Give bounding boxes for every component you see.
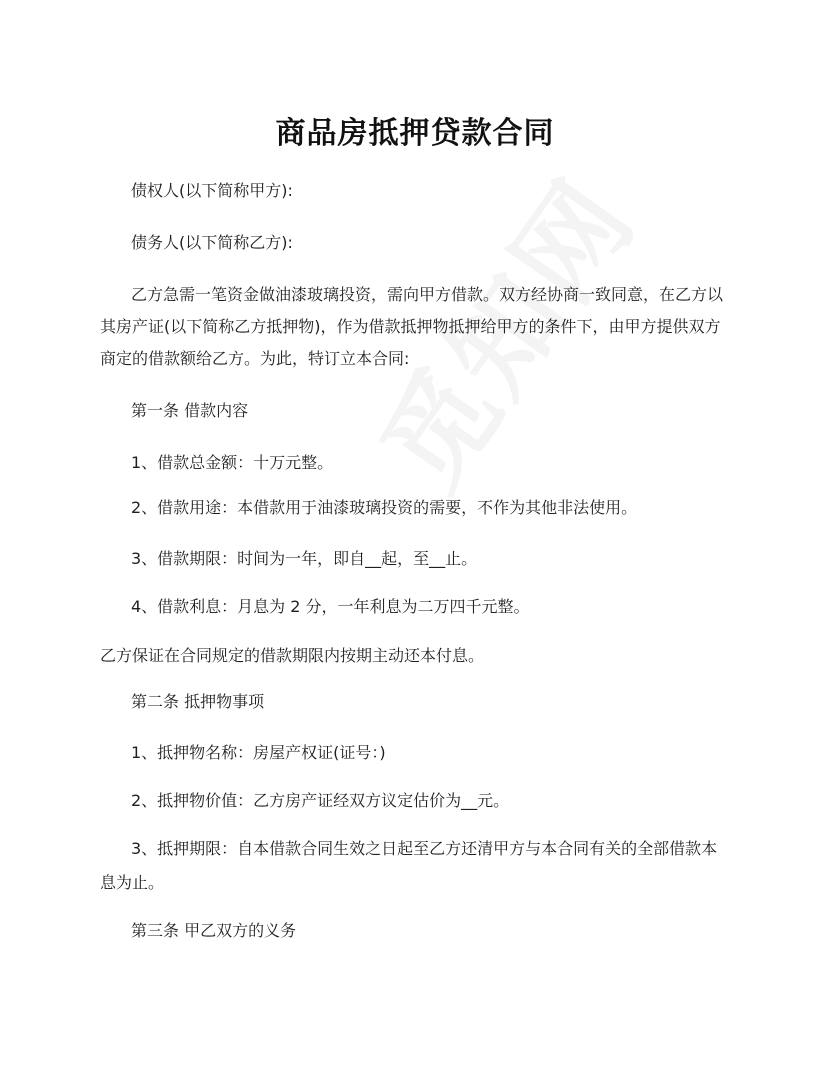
paragraph-intro-line-1: 乙方急需一笔资金做油漆玻璃投资，需向甲方借款。双方经协商一致同意，在乙方以 (131, 285, 724, 304)
document-title: 商品房抵押贷款合同 (275, 116, 555, 151)
article-1-item-3: 3、借款期限：时间为一年，即自__起，至__止。 (131, 549, 478, 568)
article-2-item-1: 1、抵押物名称：房屋产权证(证号：) (131, 743, 386, 762)
article-1-item-4: 4、借款利息：月息为 2 分，一年利息为二万四千元整。 (131, 597, 530, 616)
paragraph-intro-line-3: 商定的借款额给乙方。为此，特订立本合同: (100, 349, 410, 368)
article-1-item-2: 2、借款用途：本借款用于油漆玻璃投资的需要，不作为其他非法使用。 (131, 498, 638, 517)
article-1-guarantee: 乙方保证在合同规定的借款期限内按期主动还本付息。 (100, 646, 485, 665)
article-1-heading: 第一条 借款内容 (131, 401, 249, 420)
article-1-item-1: 1、借款总金额：十万元整。 (131, 453, 334, 472)
article-2-heading: 第二条 抵押物事项 (131, 692, 265, 711)
article-2-item-3-line-1: 3、抵押期限：自本借款合同生效之日起至乙方还清甲方与本合同有关的全部借款本 (131, 839, 718, 858)
paragraph-intro-line-2: 其房产证(以下简称乙方抵押物)，作为借款抵押物抵押给甲方的条件下，由甲方提供双方 (100, 317, 721, 336)
article-2-item-2: 2、抵押物价值：乙方房产证经双方议定估价为__元。 (131, 791, 510, 810)
article-2-item-3-line-2: 息为止。 (100, 873, 165, 892)
paragraph-debtor: 债务人(以下简称乙方): (131, 233, 293, 252)
article-3-heading: 第三条 甲乙双方的义务 (131, 921, 297, 940)
paragraph-creditor: 债权人(以下简称甲方): (131, 181, 293, 200)
